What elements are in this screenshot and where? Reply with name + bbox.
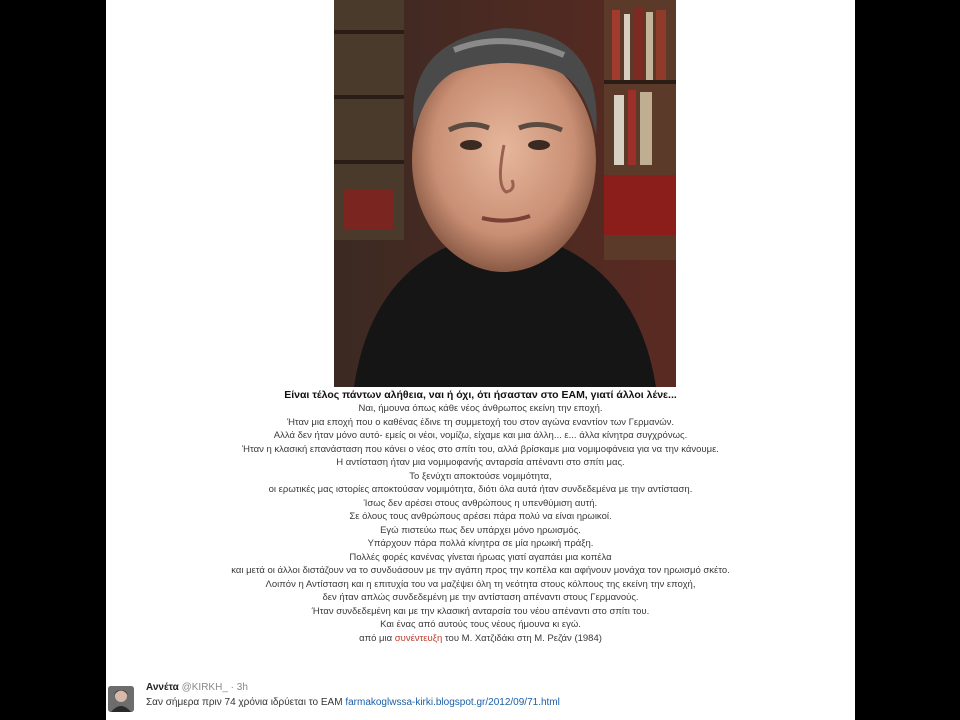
avatar[interactable] [108,686,134,712]
tweet-link[interactable]: farmakoglwssa-kirki.blogspot.gr/2012/09/71.html [345,697,560,708]
portrait-image [334,0,676,387]
quote-line: Το ξενύχτι αποκτούσε νομιμότητα, [409,470,552,482]
tweet-header [146,682,248,693]
quote-line: Η αντίσταση ήταν μια νομιμοφανής ανταρσία απέναντι στο σπίτι μας. [336,457,625,468]
quote-line: Ήταν συνδεδεμένη και με την κλασική ανταρσία του νέου απέναντι στο σπίτι του. [311,605,650,617]
quote-line: δεν ήταν απλώς συνδεδεμένη με την αντίσταση απέναντι στους Γερμανούς. [322,592,639,603]
source-prefix: από μια [359,632,393,644]
tweet-row [106,680,855,720]
user-avatar-icon [108,686,134,712]
quote-line: Σε όλους τους ανθρώπους αρέσει πάρα πολύ να είναι ηρωικοί. [349,511,612,522]
tweet-text [146,697,560,708]
quote-line: Λοιπόν η Αντίσταση και η επιτυχία του να μαζέψει όλη τη νεότητα στους κόλπους της εκείνη την εποχή, [265,578,696,590]
quote-line: Ήταν μια εποχή που ο καθένας έδινε τη συμμετοχή του στον αγώνα εναντίον των Γερμανών. [286,416,675,428]
quote-block [106,389,855,645]
quote-line: Εγώ πιστεύω πως δεν υπάρχει μόνο ηρωισμός. [380,524,581,536]
tweet-author-name[interactable]: Αννέτα [146,682,179,693]
quote-title: Είναι τέλος πάντων αλήθεια, ναι ή όχι, ότι ήσασταν στο ΕΑΜ, γιατί άλλοι λένε... [284,389,677,401]
tweet-time[interactable]: · 3h [230,682,248,693]
quote-line: και μετά οι άλλοι διστάζουν να το συνδυάσουν με την αγάπη προς την κοπέλα και αφήνουν μονάχα τον ηρωισμό σκέτο. [231,565,730,576]
quote-line: Ίσως δεν αρέσει στους ανθρώπους η υπενθύμιση αυτή. [363,497,598,509]
quote-source [106,632,855,646]
tweet-message: Σαν σήμερα πριν 74 χρόνια ιδρύεται το ΕΑΜ [146,697,343,708]
tweet-card [106,0,855,720]
quote-line: Ήταν η κλασική επανάσταση που κάνει ο νέος στο σπίτι του, αλλά βρίσκαμε μια νομιμοφάνεια για να την κάνουμε. [242,443,719,455]
quote-line: οι ερωτικές μας ιστορίες αποκτούσαν νομιμότητα, διότι όλα αυτά ήταν συνδεδεμένα με την αντίσταση. [268,484,693,495]
quote-line: Αλλά δεν ήταν μόνο αυτό- εμείς οι νέοι, νομίζω, είχαμε και μια άλλη... ε... άλλα κίνητρα συγχρόνως. [273,430,688,441]
quote-line: Υπάρχουν πάρα πολλά κίνητρα σε μία ηρωική πράξη. [367,538,594,549]
portrait-photo [334,0,676,387]
quote-line: Ναι, ήμουνα όπως κάθε νέος άνθρωπος εκείνη την εποχή. [358,403,603,414]
interview-link[interactable]: συνέντευξη [394,632,443,644]
tweet-author-handle[interactable]: @KIRKH_ [181,682,228,693]
quote-line: Πολλές φορές κανένας γίνεται ήρωας γιατί αγαπάει μια κοπέλα [349,551,612,563]
quote-line: Και ένας από αυτούς τους νέους ήμουνα κι εγώ. [380,619,581,630]
source-suffix: του Μ. Χατζιδάκι στη Μ. Ρεζάν (1984) [444,632,602,644]
